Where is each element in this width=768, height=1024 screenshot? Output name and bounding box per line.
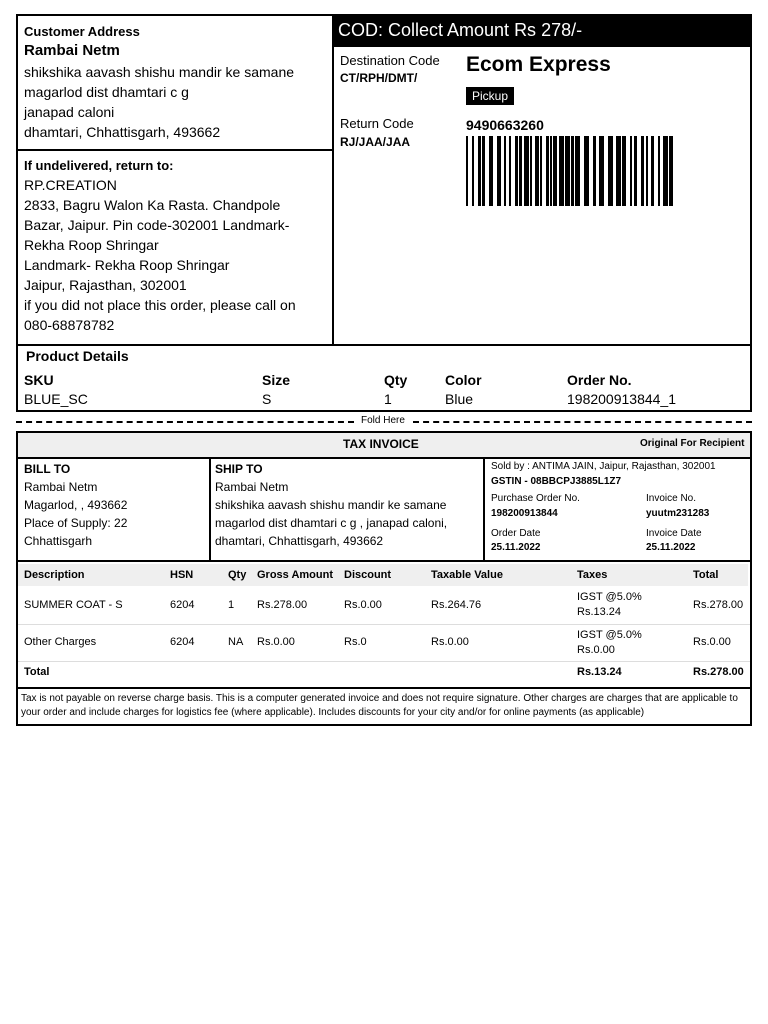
size-header: Size: [262, 372, 291, 388]
title-divider: [16, 457, 752, 459]
barcode-bar: [593, 136, 596, 206]
ship-to-line: dhamtari, Chhattisgarh, 493662: [215, 534, 384, 548]
bill-to-heading: BILL TO: [24, 462, 71, 476]
row-divider: [18, 661, 750, 662]
return-address-line: Landmark- Rekha Roop Shringar: [24, 257, 230, 273]
return-to-heading: If undelivered, return to:: [24, 158, 174, 173]
return-address-line: Rekha Roop Shringar: [24, 237, 159, 253]
customer-address-line: magarlod dist dhamtari c g: [24, 84, 189, 100]
item-gross: Rs.0.00: [257, 636, 295, 648]
item-hsn: 6204: [170, 636, 195, 648]
ship-to-line: magarlod dist dhamtari c g , janapad caloni,: [215, 516, 448, 530]
item-discount: Rs.0: [344, 636, 367, 648]
item-taxable: Rs.0.00: [431, 636, 469, 648]
order-no-value: 198200913844_1: [567, 391, 677, 407]
barcode-bar: [504, 136, 506, 206]
cod-banner-text: COD: Collect Amount Rs 278/-: [338, 20, 583, 40]
barcode-bar: [524, 136, 529, 206]
ship-to-line: Rambai Netm: [215, 480, 289, 494]
pickup-badge-text: Pickup: [472, 89, 509, 103]
total-amount: Rs.278.00: [693, 666, 744, 678]
barcode-bar: [651, 136, 654, 206]
ship-to-heading: SHIP TO: [215, 462, 263, 476]
sku-value: BLUE_SC: [24, 391, 88, 407]
bill-to-line: Place of Supply: 22: [24, 516, 128, 530]
barcode-bar: [616, 136, 621, 206]
barcode-bar: [509, 136, 511, 206]
ship-to-line: shikshika aavash shishu mandir ke samane: [215, 498, 447, 512]
return-address-line: RP.CREATION: [24, 177, 117, 193]
address-col-divider: [483, 457, 485, 561]
barcode-bar: [663, 136, 668, 206]
item-tax-amount: Rs.13.24: [577, 606, 622, 618]
order-date-value: 25.11.2022: [491, 542, 541, 553]
destination-code-label: Destination Code: [340, 53, 440, 68]
barcode-bar: [608, 136, 613, 206]
col-taxable-header: Taxable Value: [431, 569, 503, 581]
col-description-header: Description: [24, 569, 85, 581]
gstin: GSTIN - 08BBCPJ3885L1Z7: [491, 476, 622, 487]
barcode-bar: [530, 136, 532, 206]
fold-line-left: [16, 421, 354, 423]
invoice-no-label: Invoice No.: [646, 493, 697, 504]
barcode-bar: [489, 136, 493, 206]
item-tax-rate: IGST @5.0%: [577, 591, 642, 603]
col-taxes-header: Taxes: [577, 569, 608, 581]
item-description: Other Charges: [24, 636, 97, 648]
barcode-bar: [634, 136, 637, 206]
barcode-bar: [622, 136, 626, 206]
sku-header: SKU: [24, 372, 54, 388]
barcode-bar: [482, 136, 485, 206]
invoice-copy-label: Original For Recipient: [640, 438, 745, 449]
item-description: SUMMER COAT - S: [24, 599, 123, 611]
bill-to-line: Rambai Netm: [24, 480, 98, 494]
barcode-bar: [535, 136, 539, 206]
bill-to-line: Magarlod, , 493662: [24, 498, 128, 512]
col-hsn-header: HSN: [170, 569, 194, 581]
item-qty: 1: [228, 599, 235, 611]
barcode-bar: [669, 136, 673, 206]
barcode: [466, 136, 740, 206]
address-bottom-divider: [16, 560, 752, 562]
return-address-line: Jaipur, Rajasthan, 302001: [24, 277, 187, 293]
barcode-bar: [630, 136, 632, 206]
barcode-bar: [466, 136, 468, 206]
awb-number: 9490663260: [466, 117, 544, 133]
item-gross: Rs.278.00: [257, 599, 308, 611]
return-address-line: if you did not place this order, please call on: [24, 297, 296, 313]
order-no-header: Order No.: [567, 372, 632, 388]
item-tax-rate: IGST @5.0%: [577, 629, 642, 641]
barcode-bar: [519, 136, 522, 206]
barcode-bar: [641, 136, 644, 206]
item-total: Rs.278.00: [693, 599, 744, 611]
col-total-header: Total: [693, 569, 719, 581]
customer-address-line: shikshika aavash shishu mandir ke samane: [24, 64, 295, 80]
total-taxes: Rs.13.24: [577, 666, 622, 678]
row-divider: [18, 624, 750, 625]
barcode-bar: [559, 136, 564, 206]
customer-address-line: dhamtari, Chhattisgarh, 493662: [24, 124, 221, 140]
barcode-bar: [515, 136, 518, 206]
barcode-bar: [658, 136, 660, 206]
barcode-bar: [478, 136, 481, 206]
order-date-label: Order Date: [491, 528, 541, 539]
return-address-line: 2833, Bagru Walon Ka Rasta. Chandpole: [24, 197, 281, 213]
invoice-title: TAX INVOICE: [343, 437, 419, 451]
pickup-badge: [466, 87, 514, 105]
barcode-bar: [571, 136, 574, 206]
col-qty-header: Qty: [228, 569, 247, 581]
return-address-line: 080-68878782: [24, 317, 115, 333]
col-gross-header: Gross Amount: [257, 569, 333, 581]
courier-name: Ecom Express: [466, 53, 611, 76]
po-value: 198200913844: [491, 508, 558, 519]
color-value: Blue: [445, 391, 474, 407]
qty-value: 1: [384, 391, 392, 407]
barcode-bar: [646, 136, 648, 206]
invoice-date-label: Invoice Date: [646, 528, 702, 539]
barcode-bar: [565, 136, 570, 206]
label-horizontal-divider: [16, 149, 334, 151]
return-code-value: RJ/JAA/JAA: [340, 135, 411, 149]
label-vertical-divider: [332, 14, 334, 346]
product-details-heading: Product Details: [26, 348, 129, 364]
barcode-bar: [472, 136, 474, 206]
customer-address-heading: Customer Address: [24, 24, 140, 39]
qty-header: Qty: [384, 372, 408, 388]
item-taxable: Rs.264.76: [431, 599, 482, 611]
fold-line-right: [413, 421, 752, 423]
barcode-bar: [540, 136, 542, 206]
sold-by: Sold by : ANTIMA JAIN, Jaipur, Rajasthan, 302001: [491, 461, 716, 472]
barcode-bar: [575, 136, 580, 206]
color-header: Color: [445, 372, 482, 388]
barcode-bar: [550, 136, 552, 206]
item-qty: NA: [228, 636, 244, 648]
bill-to-line: Chhattisgarh: [24, 534, 93, 548]
total-label: Total: [24, 666, 50, 678]
address-col-divider: [209, 457, 211, 561]
customer-name: Rambai Netm: [24, 42, 120, 59]
barcode-bar: [497, 136, 501, 206]
return-code-label: Return Code: [340, 116, 414, 131]
destination-code-value: CT/RPH/DMT/: [340, 71, 418, 85]
fold-here-label: Fold Here: [361, 415, 405, 426]
barcode-bar: [599, 136, 604, 206]
return-address-line: Bazar, Jaipur. Pin code-302001 Landmark-: [24, 217, 290, 233]
customer-address-line: janapad caloni: [24, 104, 115, 120]
size-value: S: [262, 391, 272, 407]
item-hsn: 6204: [170, 599, 195, 611]
footnote-divider: [16, 687, 752, 689]
item-tax-amount: Rs.0.00: [577, 644, 615, 656]
barcode-bar: [553, 136, 557, 206]
invoice-no-value: yuutm231283: [646, 508, 710, 519]
invoice-date-value: 25.11.2022: [646, 542, 696, 553]
po-label: Purchase Order No.: [491, 493, 580, 504]
barcode-bar: [584, 136, 589, 206]
barcode-bar: [546, 136, 549, 206]
col-discount-header: Discount: [344, 569, 392, 581]
item-discount: Rs.0.00: [344, 599, 382, 611]
invoice-footnote: Tax is not payable on reverse charge basis. This is a computer generated invoice and does not require signature. Other charges are charges that are applicable to your order and include charges for logistics fee (where applicable). Includes discounts for your city and/or for online payments (as applicable): [21, 693, 738, 718]
item-total: Rs.0.00: [693, 636, 731, 648]
